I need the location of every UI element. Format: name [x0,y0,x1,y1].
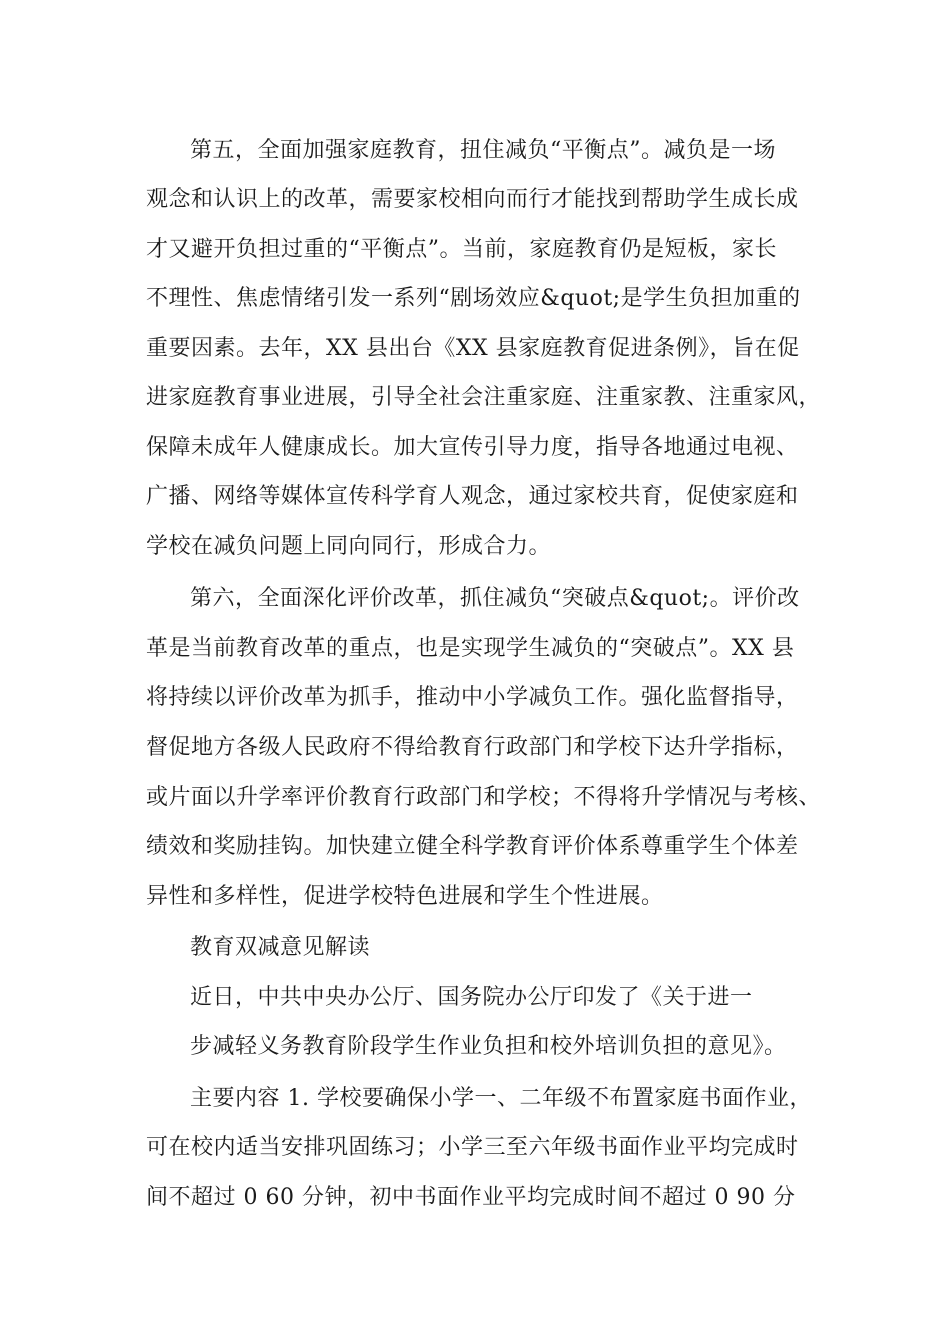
intro-line-1: 近日，中共中央办公厅、国务院办公厅印发了《关于进一 [190,985,753,1010]
paragraph-5-line-3: 才又避开负担过重的“平衡点”。当前，家庭教育仍是短板，家长 [146,237,777,262]
paragraph-5-line-7: 保障未成年人健康成长。加大宣传引导力度，指导各地通过电视、 [146,435,799,460]
paragraph-5-line-8: 广播、网络等媒体宣传科学育人观念，通过家校共育，促使家庭和 [146,484,799,509]
content-line-3: 间不超过 0 60 分钟，初中书面作业平均完成时间不超过 0 90 分 [146,1185,796,1210]
paragraph-5-line-6: 进家庭教育事业进展，引导全社会注重家庭、注重家教、注重家风， [146,385,822,410]
paragraph-5-line-9: 学校在减负问题上同向同行，形成合力。 [146,534,552,559]
paragraph-6-line-3: 将持续以评价改革为抓手，推动中小学减负工作。强化监督指导， [146,685,799,710]
paragraph-5-line-2: 观念和认识上的改革，需要家校相向而行才能找到帮助学生成长成 [146,187,799,212]
paragraph-5-line-4: 不理性、焦虑情绪引发一系列“剧场效应&quot;是学生负担加重的 [146,286,801,311]
section-heading: 教育双减意见解读 [190,935,371,960]
paragraph-6-line-5: 或片面以升学率评价教育行政部门和学校；不得将升学情况与考核、 [146,785,822,810]
paragraph-5-line-5: 重要因素。去年，XX 县出台《XX 县家庭教育促进条例》，旨在促 [146,336,800,361]
paragraph-6-line-2: 革是当前教育改革的重点，也是实现学生减负的“突破点”。XX 县 [146,636,795,661]
paragraph-6-line-7: 异性和多样性，促进学校特色进展和学生个性进展。 [146,884,664,909]
paragraph-5-line-1: 第五，全面加强家庭教育，扭住减负“平衡点”。减负是一场 [190,138,776,163]
intro-line-2: 步减轻义务教育阶段学生作业负担和校外培训负担的意见》。 [190,1034,787,1059]
paragraph-6-line-4: 督促地方各级人民政府不得给教育行政部门和学校下达升学指标， [146,735,799,760]
paragraph-6-line-1: 第六，全面深化评价改革，抓住减负“突破点&quot;。评价改 [190,586,800,611]
content-line-1: 主要内容 1. 学校要确保小学一、二年级不布置家庭书面作业， [190,1086,812,1111]
content-line-2: 可在校内适当安排巩固练习；小学三至六年级书面作业平均完成时 [146,1135,799,1160]
paragraph-6-line-6: 绩效和奖励挂钩。加快建立健全科学教育评价体系尊重学生个体差 [146,834,799,859]
